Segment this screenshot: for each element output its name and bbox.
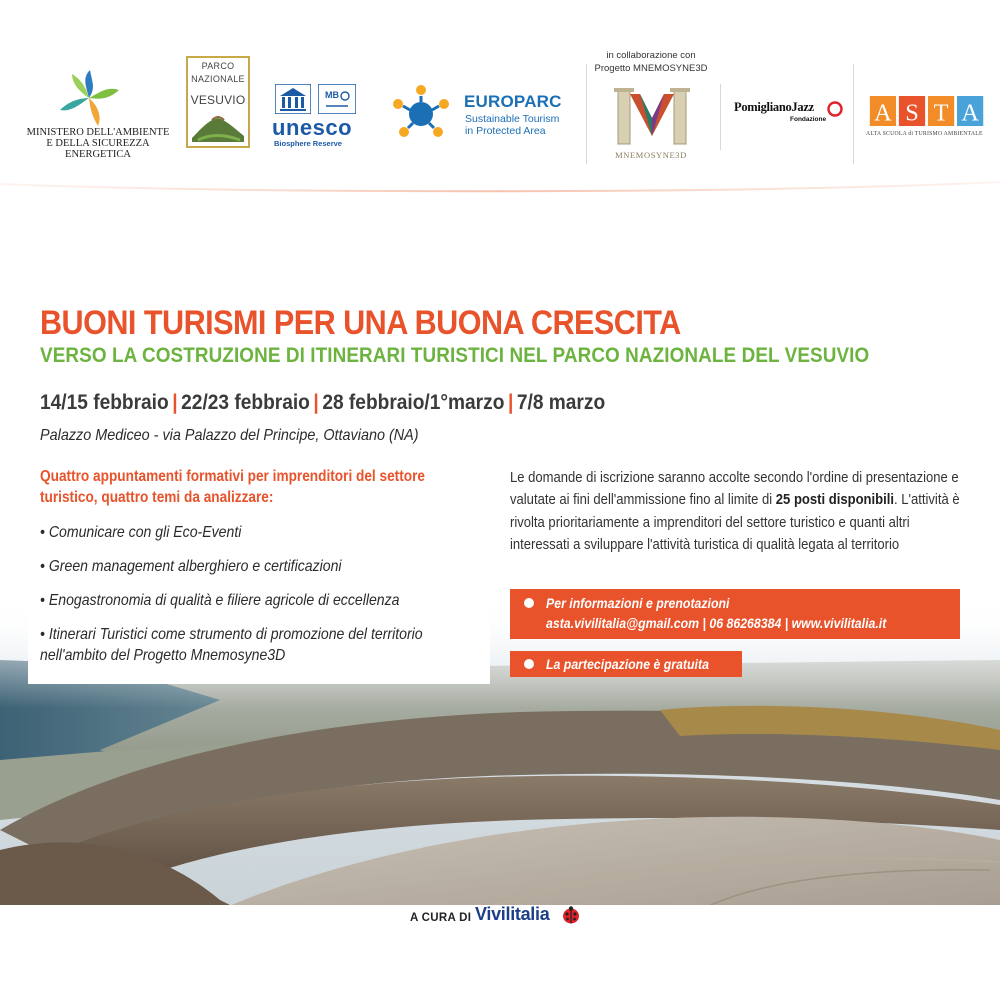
ministry-star-logo (56, 68, 122, 128)
ladybug-icon (561, 905, 581, 925)
logo-separator (586, 64, 587, 164)
event-venue: Palazzo Mediceo - via Palazzo del Principe, Ottaviano (NA) (40, 427, 419, 444)
program-panel (28, 458, 490, 684)
collaboration-project: Progetto MNEMOSYNE3D (594, 63, 708, 74)
date-separator: | (172, 390, 178, 414)
info-label: Per informazioni e prenotazioni (546, 595, 730, 611)
europarc-subtitle-line1: Sustainable Tourism (465, 113, 560, 125)
unesco-name: unesco (272, 115, 353, 140)
ministry-caption-line1: MINISTERO DELL'AMBIENTE (26, 127, 170, 138)
bullet-dot-icon (524, 598, 534, 608)
unesco-subtitle: Biosphere Reserve (274, 139, 342, 148)
topic-item: • Green management alberghiero e certificazioni (40, 558, 342, 575)
pomigliano-subtitle: Fondazione (790, 116, 827, 123)
bullet-dot-icon (524, 659, 534, 669)
mnemosyne-m-logo (612, 86, 692, 148)
partner-logos (0, 0, 1000, 175)
free-participation-note: La partecipazione è gratuita (546, 656, 709, 672)
topic-item: • Comunicare con gli Eco-Eventi (40, 524, 242, 541)
date-separator: | (313, 390, 319, 414)
collaboration-label: in collaborazione con (606, 50, 696, 61)
footer-credit: A CURA DI (410, 912, 472, 924)
admission-text-after: . L'attività è rivolta prioritariamente a imprenditori del settore turistico e quanti altri interessati a sviluppare l'attività turistica di qualità legata al territorio (510, 491, 960, 553)
europarc-subtitle (465, 113, 585, 137)
info-contacts[interactable]: asta.vivilitalia@gmail.com | 06 86268384 | www.vivilitalia.it (546, 615, 887, 631)
date-separator: | (507, 390, 514, 414)
pomigliano-jazz-name: PomiglianoJazz (734, 100, 814, 114)
topic-item: • Itinerari Turistici come strumento di promozione del territorio nell'ambito del Progetto Mnemosyne3D (40, 626, 423, 664)
free-participation-box (510, 651, 742, 677)
topic-item: • Enogastronomia di qualità e filiere agricole di eccellenza (40, 592, 400, 609)
date-item: 22/23 febbraio (181, 390, 310, 414)
logo-separator (853, 64, 854, 164)
parco-line2: NAZIONALE (191, 74, 245, 84)
admission-text: Le domande di iscrizione saranno accolte secondo l'ordine di presentazione e valutate ai fini dell'ammissione fino al limite di (510, 469, 959, 509)
europarc-subtitle-line2: in Protected Area (465, 125, 546, 137)
asta-letter: A (961, 99, 979, 126)
event-dates (40, 389, 605, 415)
program-intro: Quattro appuntamenti formativi per imprenditori del settore turistico, quattro temi da analizzare: (40, 468, 425, 506)
ministry-caption (18, 127, 178, 160)
page-title: BUONI TURISMI PER UNA BUONA CRESCITA (40, 304, 681, 342)
mab-icon (318, 84, 356, 114)
europarc-name: EUROPARC (464, 92, 562, 111)
volcano-icon (188, 108, 248, 144)
unesco-temple-icon (275, 84, 311, 114)
date-item: 14/15 febbraio (40, 390, 169, 414)
asta-letter: A (874, 99, 892, 126)
collaboration-caption (586, 49, 716, 75)
parco-line1: PARCO (201, 61, 235, 71)
header-divider (0, 172, 1000, 202)
admission-info (510, 467, 971, 556)
asta-subtitle: ALTA SCUOLA di TURISMO AMBIENTALE (866, 131, 983, 137)
page-subtitle: VERSO LA COSTRUZIONE DI ITINERARI TURISTICI NEL PARCO NAZIONALE DEL VESUVIO (40, 344, 870, 367)
asta-letter: T (933, 99, 949, 126)
ministry-caption-line2: E DELLA SICUREZZA ENERGETICA (46, 138, 150, 160)
topic-list (40, 522, 480, 666)
asta-letter: S (905, 99, 919, 126)
parco-vesuvio-logo (186, 56, 250, 148)
mnemosyne-brand: MNEMOSYNE3D (615, 150, 687, 160)
info-box (510, 589, 960, 639)
date-item: 7/8 marzo (516, 390, 606, 414)
asta-logo (866, 96, 988, 126)
europarc-figures-icon (386, 84, 456, 144)
available-seats: 25 posti disponibili (775, 491, 894, 509)
pomigliano-ring-icon (826, 100, 844, 118)
vivilitalia-brand: Vivilitalia (475, 904, 550, 924)
logo-separator (720, 84, 721, 150)
svg-text:MB: MB (325, 90, 339, 100)
parco-line3: VESUVIO (190, 93, 246, 107)
date-item: 28 febbraio/1°marzo (322, 390, 505, 414)
